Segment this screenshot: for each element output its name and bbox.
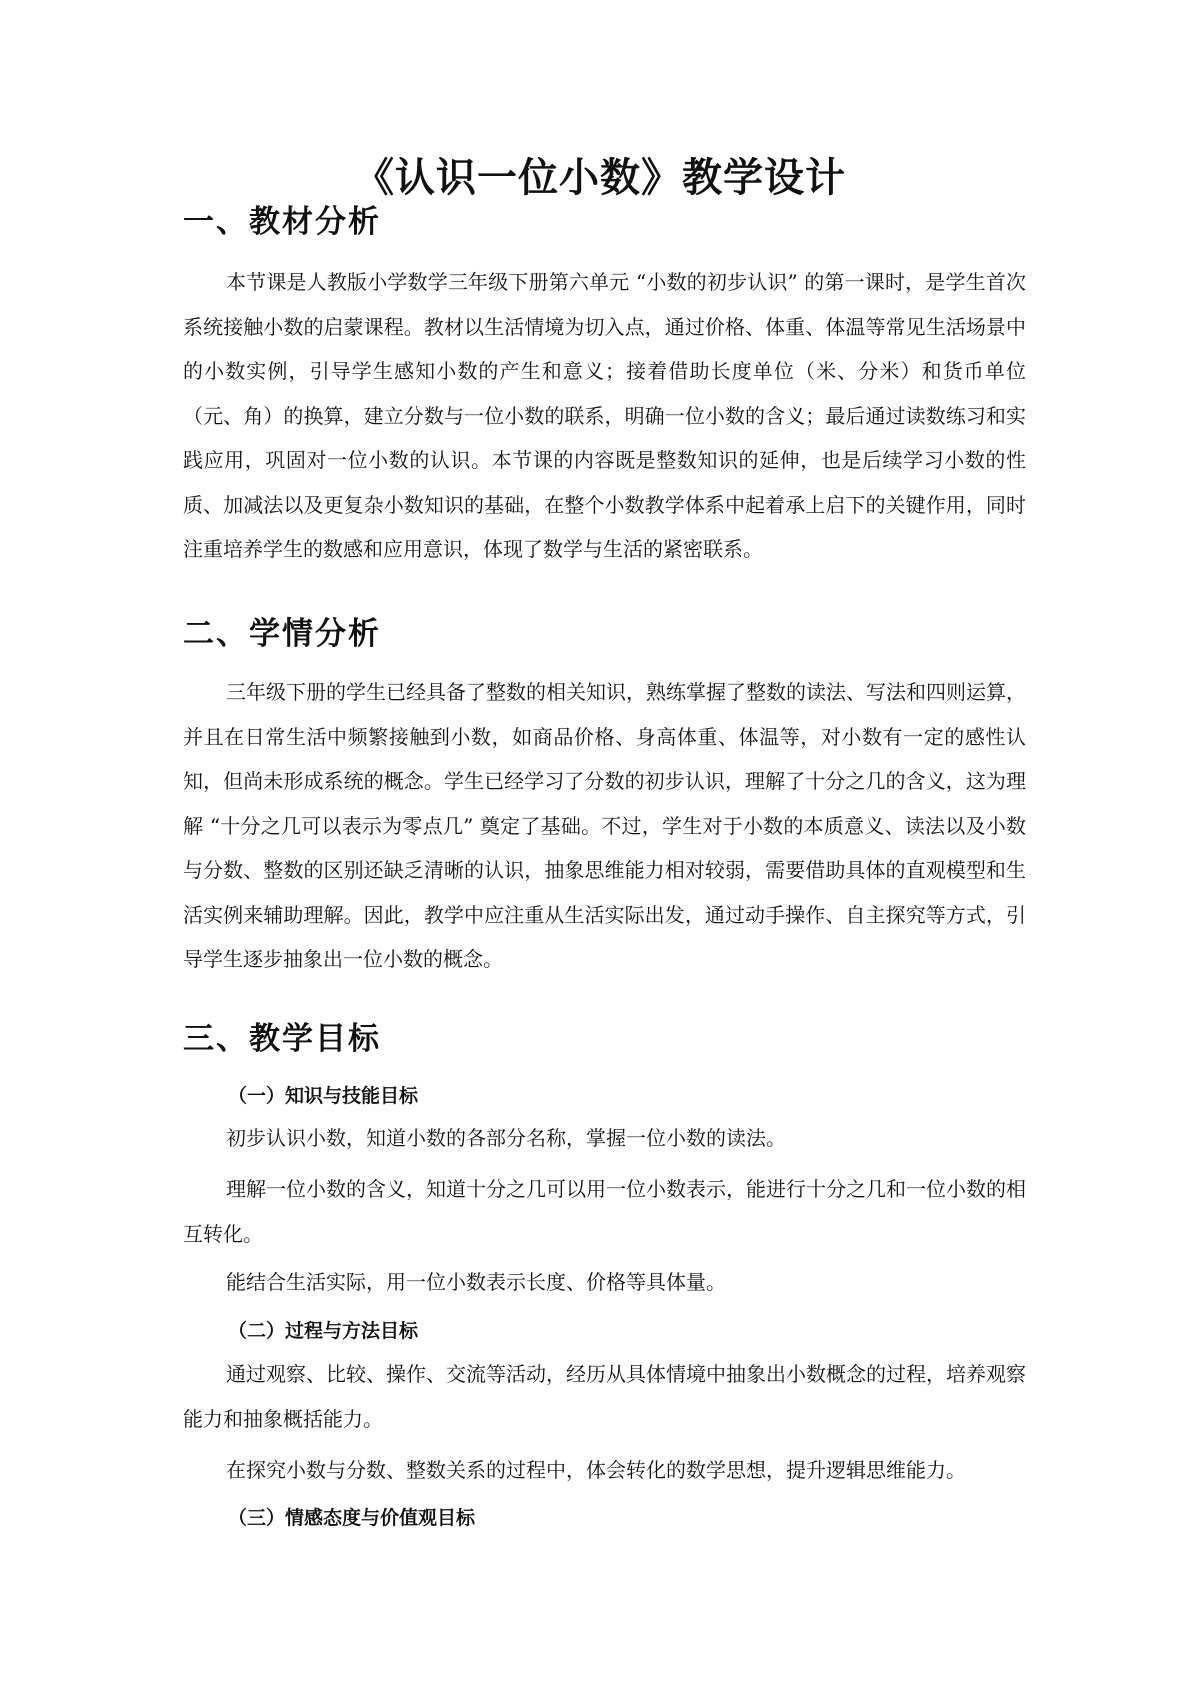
paragraph-goal-knowledge-1: 初步认识小数，知道小数的各部分名称，掌握一位小数的读法。 xyxy=(226,1126,786,1150)
paragraph-learner-analysis: 三年级下册的学生已经具备了整数的相关知识，熟练掌握了整数的读法、写法和四则运算，并且在日常生活中频繁接触到小数，如商品价格、身高体重、体温等，对小数有一定的感性认知，但尚未形成系统的概念。学生已经学习了分数的初步认识，理解了十分之几的含义，这为理解 “十分之几可以表示为零点几” 奠定了基础。不过，学生对于小数的本质意义、读法以及小数与分数、整数的区别还缺乏清晰的认识，抽象思维能力相对较弱，需要借助具体的直观模型和生活实例来辅助理解。因此，教学中应注重从生活实际出发，通过动手操作、自主探究等方式，引导学生逐步抽象出一位小数的概念。 xyxy=(183,680,1026,971)
subheading-attitude-values: （三）情感态度与价值观目标 xyxy=(228,1507,476,1529)
paragraph-goal-process-2: 在探究小数与分数、整数关系的过程中，体会转化的数学思想，提升逻辑思维能力。 xyxy=(226,1458,966,1482)
section-heading-teaching-goals: 三、教学目标 xyxy=(183,1021,381,1057)
paragraph-textbook-analysis: 本节课是人教版小学数学三年级下册第六单元 “小数的初步认识” 的第一课时，是学生首次系统接触小数的启蒙课程。教材以生活情境为切入点，通过价格、体重、体温等常见生活场景中的小数实例，引导学生感知小数的产生和意义；接着借助长度单位（米、分米）和货币单位（元、角）的换算，建立分数与一位小数的联系，明确一位小数的含义；最后通过读数练习和实践应用，巩固对一位小数的认识。本节课的内容既是整数知识的延伸，也是后续学习小数的性质、加减法以及更复杂小数知识的基础，在整个小数教学体系中起着承上启下的关键作用，同时注重培养学生的数感和应用意识，体现了数学与生活的紧密联系。 xyxy=(183,270,1026,561)
section-heading-textbook-analysis: 一、教材分析 xyxy=(183,204,381,240)
paragraph-goal-knowledge-2: 理解一位小数的含义，知道十分之几可以用一位小数表示，能进行十分之几和一位小数的相互转化。 xyxy=(183,1177,1026,1246)
subheading-process-methods: （二）过程与方法目标 xyxy=(228,1320,419,1342)
subheading-knowledge-skills: （一）知识与技能目标 xyxy=(228,1085,419,1107)
section-heading-learner-analysis: 二、学情分析 xyxy=(183,616,381,652)
paragraph-goal-knowledge-3: 能结合生活实际，用一位小数表示长度、价格等具体量。 xyxy=(226,1270,726,1294)
document-title: 《认识一位小数》教学设计 xyxy=(354,154,846,201)
paragraph-goal-process-1: 通过观察、比较、操作、交流等活动，经历从具体情境中抽象出小数概念的过程，培养观察能力和抽象概括能力。 xyxy=(183,1362,1026,1431)
